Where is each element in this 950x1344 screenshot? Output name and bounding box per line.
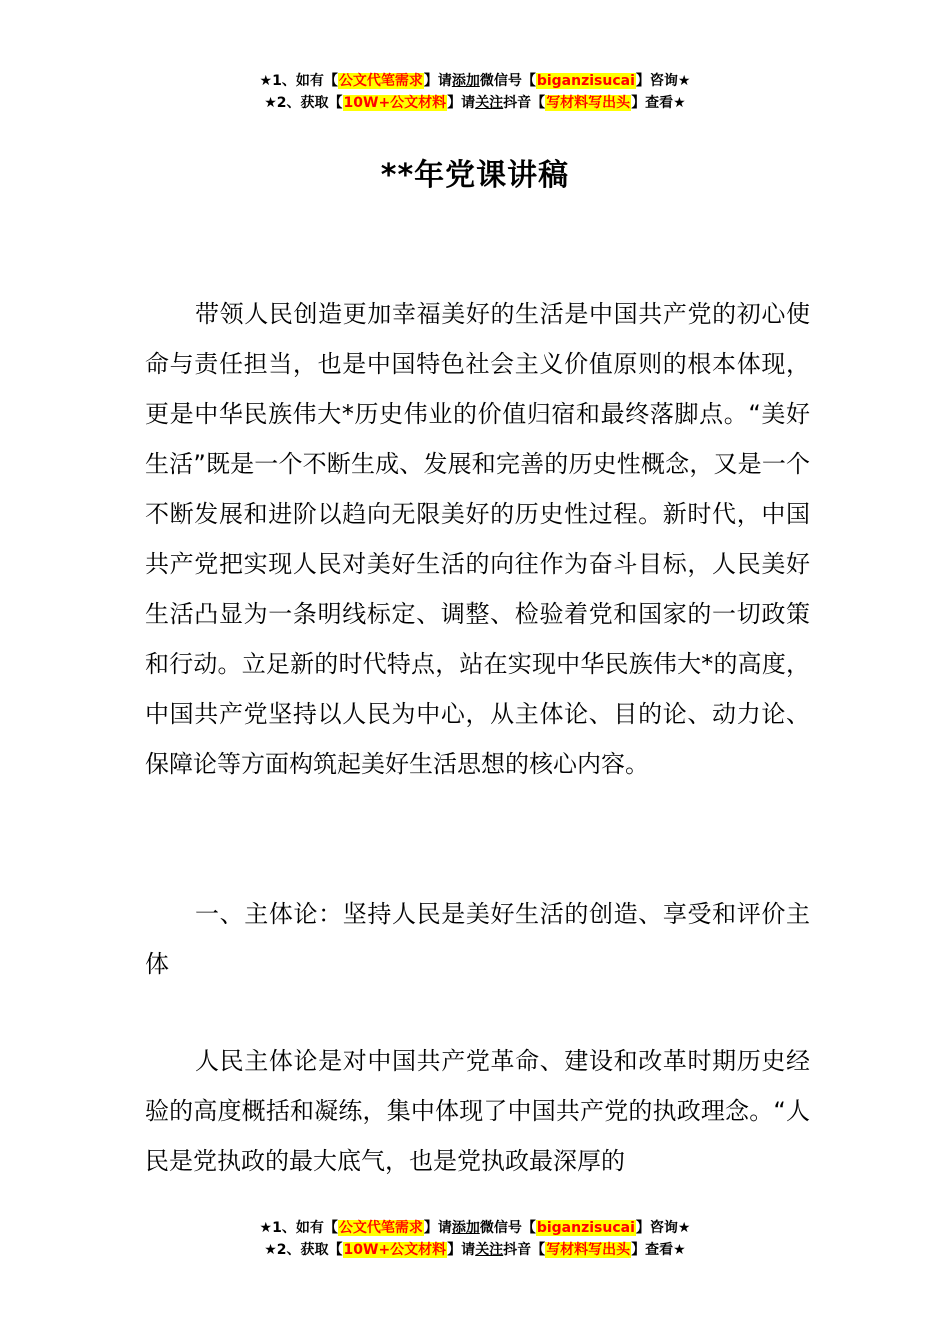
promo-highlight-wechat-id: biganzisucai bbox=[536, 1220, 635, 1236]
promo-line-1: ★1、如有【公文代笔需求】请添加微信号【biganzisucai】咨询★ bbox=[259, 1220, 691, 1236]
promo-highlight-douyin: 写材料写出头 bbox=[546, 1242, 631, 1258]
paragraph-section-1: 人民主体论是对中国共产党革命、建设和改革时期历史经验的高度概括和凝练，集中体现了中国共产党的执政理念。“人民是党执政的最大底气，也是党执政最深厚的 bbox=[145, 1047, 810, 1175]
promo-highlight-wechat-id: biganzisucai bbox=[536, 73, 635, 89]
promo-highlight-service: 公文代笔需求 bbox=[338, 73, 423, 89]
section-heading-1: 一、主体论：坚持人民是美好生活的创造、享受和评价主体 bbox=[145, 900, 810, 978]
promo-line-2: ★2、获取【10W+公文材料】请关注抖音【写材料写出头】查看★ bbox=[264, 1242, 686, 1258]
promo-highlight-materials: 10W+公文材料 bbox=[343, 1242, 447, 1258]
promo-highlight-materials: 10W+公文材料 bbox=[343, 95, 447, 111]
promo-highlight-douyin: 写材料写出头 bbox=[546, 95, 631, 111]
promo-line-2: ★2、获取【10W+公文材料】请关注抖音【写材料写出头】查看★ bbox=[264, 95, 686, 111]
paragraph-intro: 带领人民创造更加幸福美好的生活是中国共产党的初心使命与责任担当，也是中国特色社会主义价值原则的根本体现，更是中华民族伟大*历史伟业的价值归宿和最终落脚点。“美好生活”既是一个不断生成、发展和完善的历史性概念，又是一个不断发展和进阶以趋向无限美好的历史性过程。新时代，中国共产党把实现人民对美好生活的向往作为奋斗目标，人民美好生活凸显为一条明线标定、调整、检验着党和国家的一切政策和行动。立足新的时代特点，站在实现中华民族伟大*的高度，中国共产党坚持以人民为中心，从主体论、目的论、动力论、保障论等方面构筑起美好生活思想的核心内容。 bbox=[145, 300, 810, 778]
header-promo-banner bbox=[0, 70, 950, 114]
promo-line-1: ★1、如有【公文代笔需求】请添加微信号【biganzisucai】咨询★ bbox=[259, 73, 691, 89]
promo-highlight-service: 公文代笔需求 bbox=[338, 1220, 423, 1236]
document-title: **年党课讲稿 bbox=[380, 158, 570, 193]
footer-promo-banner bbox=[0, 1217, 950, 1261]
